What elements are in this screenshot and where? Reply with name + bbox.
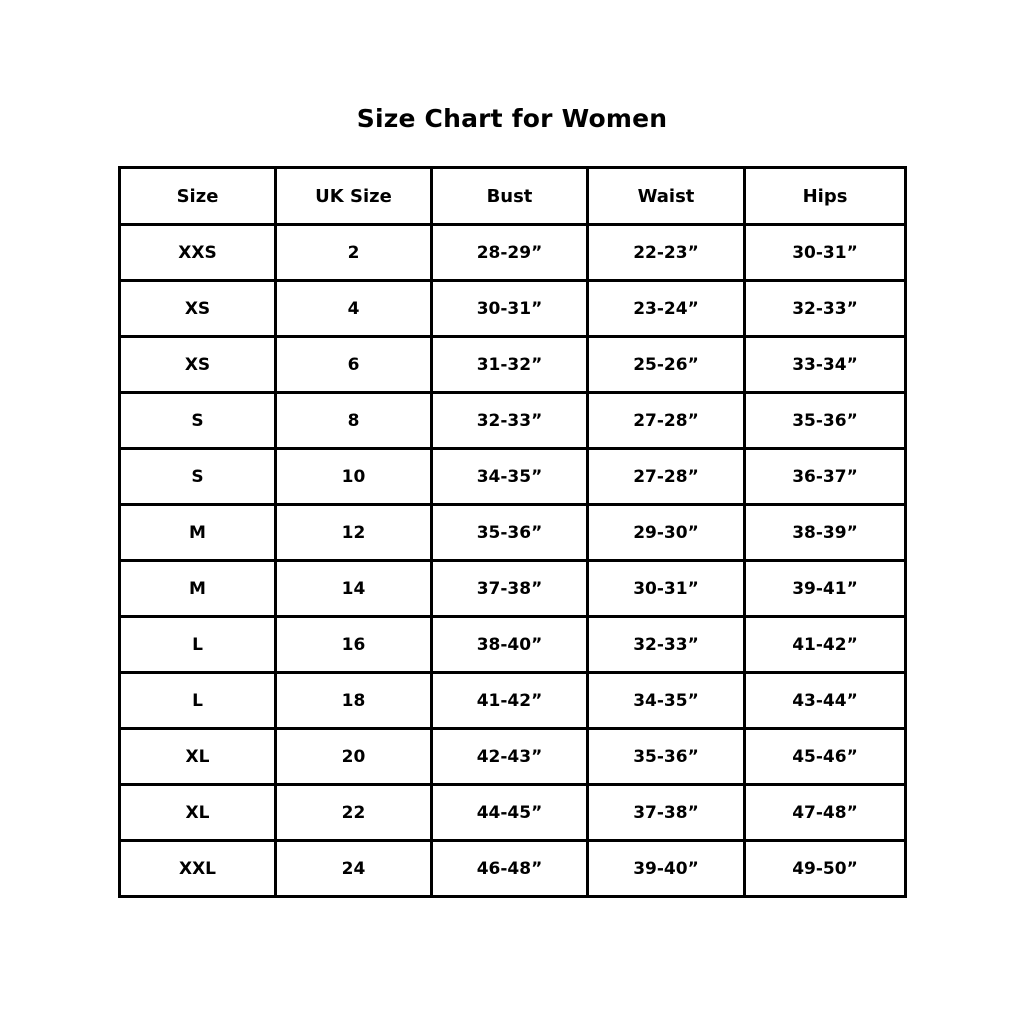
cell-hips: 41-42”: [745, 617, 906, 673]
cell-hips: 35-36”: [745, 393, 906, 449]
cell-hips: 33-34”: [745, 337, 906, 393]
table-row: [120, 673, 906, 729]
cell-uk-size: 16: [276, 617, 432, 673]
cell-waist: 30-31”: [588, 561, 745, 617]
table-body: [120, 225, 906, 897]
cell-waist: 23-24”: [588, 281, 745, 337]
table-row: [120, 729, 906, 785]
cell-waist: 34-35”: [588, 673, 745, 729]
cell-size: M: [120, 505, 276, 561]
column-header-size: Size: [120, 168, 276, 225]
cell-hips: 47-48”: [745, 785, 906, 841]
cell-waist: 35-36”: [588, 729, 745, 785]
cell-size: S: [120, 393, 276, 449]
table-row: [120, 561, 906, 617]
cell-waist: 39-40”: [588, 841, 745, 897]
cell-bust: 35-36”: [432, 505, 588, 561]
cell-hips: 39-41”: [745, 561, 906, 617]
cell-uk-size: 18: [276, 673, 432, 729]
cell-hips: 43-44”: [745, 673, 906, 729]
cell-waist: 22-23”: [588, 225, 745, 281]
cell-size: XL: [120, 785, 276, 841]
cell-bust: 34-35”: [432, 449, 588, 505]
cell-waist: 32-33”: [588, 617, 745, 673]
cell-hips: 32-33”: [745, 281, 906, 337]
cell-size: XXS: [120, 225, 276, 281]
cell-waist: 29-30”: [588, 505, 745, 561]
table-row: [120, 225, 906, 281]
cell-bust: 30-31”: [432, 281, 588, 337]
cell-waist: 27-28”: [588, 393, 745, 449]
column-header-waist: Waist: [588, 168, 745, 225]
cell-uk-size: 22: [276, 785, 432, 841]
cell-uk-size: 14: [276, 561, 432, 617]
cell-hips: 30-31”: [745, 225, 906, 281]
column-header-uk-size: UK Size: [276, 168, 432, 225]
cell-uk-size: 6: [276, 337, 432, 393]
table-row: [120, 505, 906, 561]
size-chart-table-container: [118, 166, 904, 898]
cell-size: S: [120, 449, 276, 505]
cell-size: XS: [120, 337, 276, 393]
cell-size: L: [120, 673, 276, 729]
cell-bust: 28-29”: [432, 225, 588, 281]
cell-uk-size: 2: [276, 225, 432, 281]
table-row: [120, 281, 906, 337]
cell-uk-size: 12: [276, 505, 432, 561]
cell-uk-size: 8: [276, 393, 432, 449]
cell-waist: 27-28”: [588, 449, 745, 505]
table-row: [120, 393, 906, 449]
table-header: [120, 168, 906, 225]
cell-size: XXL: [120, 841, 276, 897]
table-row: [120, 785, 906, 841]
cell-bust: 38-40”: [432, 617, 588, 673]
table-row: [120, 449, 906, 505]
cell-hips: 38-39”: [745, 505, 906, 561]
column-header-bust: Bust: [432, 168, 588, 225]
cell-bust: 41-42”: [432, 673, 588, 729]
cell-waist: 25-26”: [588, 337, 745, 393]
table-header-row: [120, 168, 906, 225]
cell-bust: 42-43”: [432, 729, 588, 785]
cell-size: L: [120, 617, 276, 673]
cell-uk-size: 20: [276, 729, 432, 785]
cell-hips: 45-46”: [745, 729, 906, 785]
cell-bust: 32-33”: [432, 393, 588, 449]
cell-uk-size: 24: [276, 841, 432, 897]
cell-bust: 46-48”: [432, 841, 588, 897]
table-row: [120, 841, 906, 897]
cell-size: XS: [120, 281, 276, 337]
page-title: Size Chart for Women: [356, 104, 668, 133]
cell-waist: 37-38”: [588, 785, 745, 841]
cell-size: XL: [120, 729, 276, 785]
size-chart-table: [118, 166, 907, 898]
cell-size: M: [120, 561, 276, 617]
cell-hips: 36-37”: [745, 449, 906, 505]
cell-uk-size: 4: [276, 281, 432, 337]
cell-bust: 37-38”: [432, 561, 588, 617]
table-row: [120, 617, 906, 673]
column-header-hips: Hips: [745, 168, 906, 225]
cell-hips: 49-50”: [745, 841, 906, 897]
cell-bust: 31-32”: [432, 337, 588, 393]
table-row: [120, 337, 906, 393]
cell-bust: 44-45”: [432, 785, 588, 841]
cell-uk-size: 10: [276, 449, 432, 505]
